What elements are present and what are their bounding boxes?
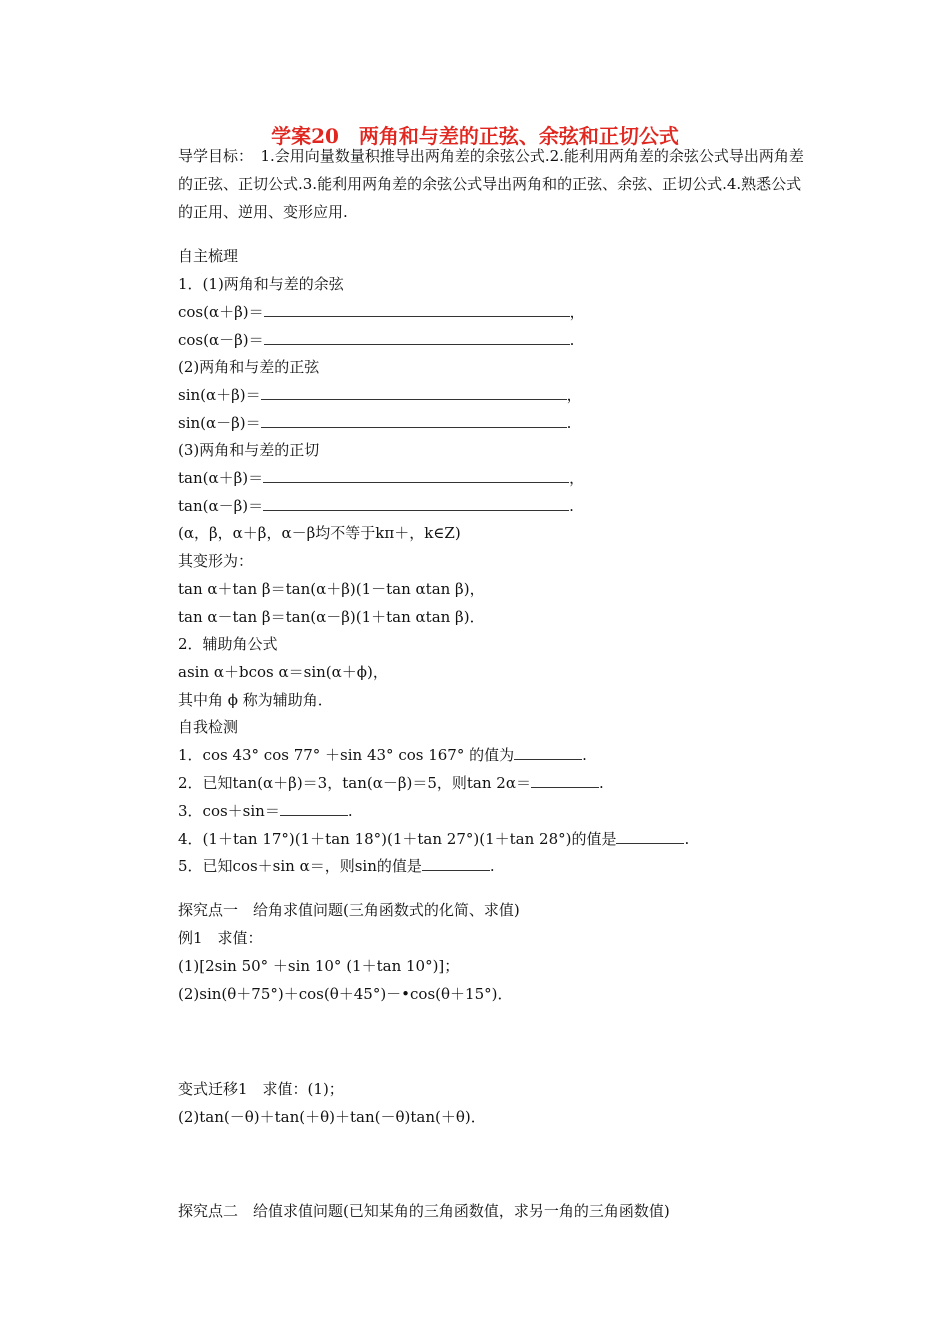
- formula-text: sin(α－β)＝: [178, 414, 261, 432]
- answer-blank: [514, 745, 582, 760]
- punctuation: ，: [566, 386, 582, 404]
- text-line: 其变形为：: [178, 552, 254, 570]
- subsection-heading: 2．辅助角公式: [178, 635, 278, 653]
- formula-line: (2)sin(θ＋75°)＋cos(θ＋45°)－•cos(θ＋15°)．: [178, 985, 513, 1003]
- page-title: 学案20 两角和与差的正弦、余弦和正切公式: [271, 124, 679, 148]
- punctuation: .: [569, 331, 575, 349]
- exercise-text: 2．已知tan(α＋β)＝3，tan(α－β)＝5，则tan 2α＝: [178, 774, 531, 792]
- formula-line: tan α－tan β＝tan(α－β)(1＋tan αtan β)．: [178, 608, 485, 626]
- formula-text: cos(α－β)＝: [178, 331, 264, 349]
- exercise-text: 3．cos＋sin＝: [178, 802, 280, 820]
- formula-line: [178, 385, 582, 405]
- answer-blank: [263, 468, 569, 483]
- punctuation: .: [582, 746, 587, 764]
- exercise-item: [178, 801, 353, 821]
- answer-blank: [422, 856, 490, 871]
- example-heading: 例1 求值：: [178, 929, 263, 947]
- formula-text: tan(α＋β)＝: [178, 469, 264, 487]
- punctuation: .: [569, 497, 574, 515]
- subsection-heading: (2)两角和与差的正弦: [178, 358, 320, 376]
- section-heading: 自我检测: [178, 718, 239, 736]
- exercise-item: [178, 829, 689, 849]
- answer-blank: [263, 496, 569, 511]
- exercise-text: 4．(1＋tan 17°)(1＋tan 18°)(1＋tan 27°)(1＋tan 28°)的值是: [178, 830, 617, 848]
- formula-line: [178, 496, 574, 516]
- punctuation: .: [598, 774, 604, 792]
- formula-line: [178, 302, 585, 322]
- punctuation: .: [566, 414, 572, 432]
- formula-line: (1)[2sin 50° ＋sin 10° (1＋tan 10°)]；: [178, 957, 460, 975]
- formula-text: tan(α－β)＝: [178, 497, 264, 515]
- answer-blank: [616, 829, 684, 844]
- subsection-heading: 1．(1)两角和与差的余弦: [178, 275, 344, 293]
- answer-blank: [280, 801, 348, 816]
- exercise-item: [178, 745, 587, 765]
- formula-line: asin α＋bcos α＝sin(α＋ϕ)，: [178, 663, 388, 681]
- punctuation: ，: [569, 469, 585, 487]
- formula-line: [178, 413, 571, 433]
- section-heading: 探究点一 给角求值问题(三角函数式的化简、求值): [178, 901, 520, 919]
- punctuation: .: [347, 802, 353, 820]
- formula-line: tan α＋tan β＝tan(α＋β)(1－tan αtan β)，: [178, 580, 485, 598]
- condition-text: (α，β，α＋β，α－β均不等于kπ＋，k∈Z): [178, 524, 461, 542]
- formula-line: [178, 468, 584, 488]
- exercise-text: 1．cos 43° cos 77° ＋sin 43° cos 167° 的值为: [178, 746, 515, 764]
- answer-blank: [531, 773, 599, 788]
- formula-line: [178, 330, 574, 350]
- exercise-heading: 变式迁移1 求值：(1)；: [178, 1080, 344, 1098]
- section-heading: 自主梳理: [178, 247, 239, 265]
- formula-text: cos(α＋β)＝: [178, 303, 264, 321]
- text-line: 其中角 ϕ 称为辅助角．: [178, 691, 333, 709]
- answer-blank: [264, 302, 570, 317]
- answer-blank: [264, 330, 570, 345]
- exercise-text: 5．已知cos＋sin α＝，则sin的值是: [178, 857, 422, 875]
- formula-line: (2)tan(－θ)＋tan(＋θ)＋tan(－θ)tan(＋θ)．: [178, 1108, 486, 1126]
- learning-objectives: 导学目标： 1.会用向量数量积推导出两角差的余弦公式.2.能利用两角差的余弦公式导出两角差的正弦、正切公式.3.能利用两角差的余弦公式导出两角和的正弦、余弦、正切公式.4.熟悉公式的正用、逆用、变形应用.: [178, 147, 804, 221]
- punctuation: .: [489, 857, 495, 875]
- answer-blank: [261, 385, 567, 400]
- answer-blank: [261, 413, 567, 428]
- exercise-item: [178, 773, 604, 793]
- exercise-item: [178, 856, 495, 876]
- section-heading: 探究点二 给值求值问题(已知某角的三角函数值，求另一角的三角函数值): [178, 1202, 670, 1220]
- punctuation: ，: [569, 303, 585, 321]
- punctuation: .: [684, 830, 690, 848]
- subsection-heading: (3)两角和与差的正切: [178, 441, 320, 459]
- formula-text: sin(α＋β)＝: [178, 386, 261, 404]
